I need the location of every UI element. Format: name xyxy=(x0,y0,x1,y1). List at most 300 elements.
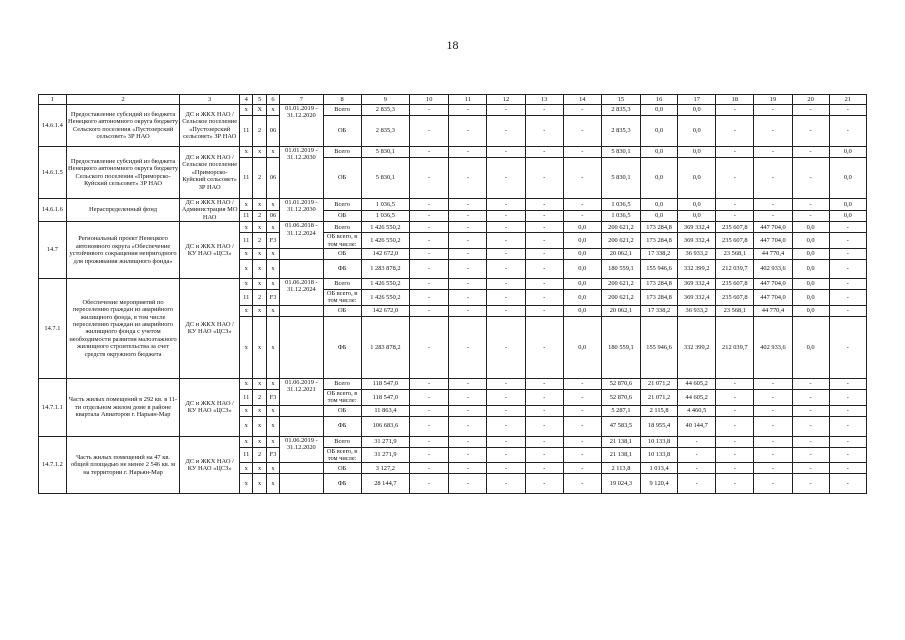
value-cell: - xyxy=(449,290,487,306)
item-name: Нераспределенный фонд xyxy=(66,199,179,222)
value-cell: - xyxy=(563,416,601,436)
value-cell: - xyxy=(792,378,829,389)
value-cell: 20 062,1 xyxy=(601,249,640,260)
value-cell: 155 946,6 xyxy=(641,316,678,378)
value-cell: - xyxy=(410,233,449,249)
value-cell: - xyxy=(525,305,563,316)
value-cell: - xyxy=(487,290,525,306)
value-cell: - xyxy=(563,116,601,147)
value-cell: - xyxy=(754,210,792,222)
value-cell: 118 547,0 xyxy=(361,389,409,405)
value-cell: 23 568,1 xyxy=(716,305,754,316)
value-cell: 0,0 xyxy=(792,260,829,279)
value-cell: - xyxy=(410,474,449,494)
funding-source: ОБ xyxy=(323,210,361,222)
value-cell: 17 338,2 xyxy=(641,305,678,316)
value-cell: - xyxy=(449,378,487,389)
funding-source: ОБ xyxy=(323,463,361,474)
code-cell: x xyxy=(266,474,279,494)
value-cell: - xyxy=(754,463,792,474)
value-cell: 1 283 878,2 xyxy=(361,316,409,378)
table-row xyxy=(39,436,867,447)
funding-source: ФБ xyxy=(323,474,361,494)
value-cell: - xyxy=(410,147,449,158)
funding-source: ОБ всего, в том числе: xyxy=(323,389,361,405)
value-cell: - xyxy=(829,233,866,249)
value-cell: 173 284,8 xyxy=(641,290,678,306)
empty-cell xyxy=(280,474,323,494)
code-cell: x xyxy=(240,105,253,116)
item-period: 01.06.2019 - 31.12.2020 xyxy=(280,436,323,463)
column-header: 12 xyxy=(487,95,525,105)
code-cell: x xyxy=(240,249,253,260)
value-cell: 0,0 xyxy=(563,279,601,290)
value-cell: - xyxy=(525,405,563,416)
item-number: 14.7.1.2 xyxy=(39,436,67,494)
value-cell: - xyxy=(487,389,525,405)
value-cell: 19 024,3 xyxy=(601,474,640,494)
value-cell: - xyxy=(829,105,866,116)
value-cell: 332 399,2 xyxy=(678,316,716,378)
value-cell: - xyxy=(449,158,487,199)
funding-source: ОБ xyxy=(323,249,361,260)
value-cell: 0,0 xyxy=(563,305,601,316)
code-cell: 2 xyxy=(253,158,266,199)
column-header: 9 xyxy=(361,95,409,105)
value-cell: - xyxy=(563,378,601,389)
value-cell: 0,0 xyxy=(678,158,716,199)
value-cell: - xyxy=(716,147,754,158)
code-cell: x xyxy=(266,436,279,447)
value-cell: - xyxy=(449,222,487,233)
code-cell: 11 xyxy=(240,447,253,463)
value-cell: - xyxy=(410,222,449,233)
value-cell: - xyxy=(525,474,563,494)
value-cell: - xyxy=(716,405,754,416)
funding-source: ФБ xyxy=(323,260,361,279)
value-cell: - xyxy=(449,447,487,463)
value-cell: - xyxy=(449,436,487,447)
column-header: 13 xyxy=(525,95,563,105)
code-cell: 06 xyxy=(266,158,279,199)
value-cell: 52 870,6 xyxy=(601,378,640,389)
value-cell: - xyxy=(792,147,829,158)
code-cell: x xyxy=(266,279,279,290)
value-cell: - xyxy=(829,290,866,306)
value-cell: - xyxy=(525,279,563,290)
value-cell: 0,0 xyxy=(829,158,866,199)
value-cell: - xyxy=(829,249,866,260)
code-cell: x xyxy=(253,147,266,158)
column-header: 6 xyxy=(266,95,279,105)
code-cell: x xyxy=(253,305,266,316)
value-cell: - xyxy=(754,378,792,389)
value-cell: - xyxy=(829,378,866,389)
item-number: 14.7.1.1 xyxy=(39,378,67,436)
value-cell: - xyxy=(792,199,829,211)
value-cell: 1 036,5 xyxy=(601,199,640,211)
value-cell: - xyxy=(716,116,754,147)
value-cell: - xyxy=(525,416,563,436)
code-cell: x xyxy=(266,378,279,389)
value-cell: - xyxy=(410,463,449,474)
value-cell: - xyxy=(410,290,449,306)
code-cell: x xyxy=(240,405,253,416)
value-cell: 47 583,5 xyxy=(601,416,640,436)
funding-source: Всего xyxy=(323,378,361,389)
value-cell: 180 559,1 xyxy=(601,260,640,279)
code-cell: 11 xyxy=(240,389,253,405)
value-cell: - xyxy=(716,474,754,494)
value-cell: 21 138,1 xyxy=(601,447,640,463)
value-cell: 2 835,3 xyxy=(361,105,409,116)
value-cell: - xyxy=(792,474,829,494)
value-cell: - xyxy=(410,199,449,211)
value-cell: 2 115,8 xyxy=(641,405,678,416)
value-cell: - xyxy=(525,436,563,447)
value-cell: - xyxy=(754,474,792,494)
column-header: 20 xyxy=(792,95,829,105)
value-cell: - xyxy=(525,447,563,463)
value-cell: - xyxy=(754,116,792,147)
value-cell: - xyxy=(487,249,525,260)
code-cell: 11 xyxy=(240,210,253,222)
value-cell: 0,0 xyxy=(563,222,601,233)
value-cell: 0,0 xyxy=(563,316,601,378)
value-cell: - xyxy=(829,436,866,447)
code-cell: 11 xyxy=(240,233,253,249)
value-cell: 180 559,1 xyxy=(601,316,640,378)
value-cell: - xyxy=(792,416,829,436)
item-period: 01.06.2019 - 31.12.2021 xyxy=(280,378,323,405)
value-cell: - xyxy=(678,436,716,447)
value-cell: - xyxy=(525,290,563,306)
value-cell: - xyxy=(410,416,449,436)
item-name: Региональный проект Ненецкого автономного округа «Обеспечение устойчивого сокращения непригодного для проживания жилищного фонда» xyxy=(66,222,179,279)
table-row xyxy=(39,105,867,116)
column-header: 2 xyxy=(66,95,179,105)
value-cell: 5 830,1 xyxy=(361,158,409,199)
value-cell: 28 144,7 xyxy=(361,474,409,494)
value-cell: - xyxy=(754,389,792,405)
code-cell: 06 xyxy=(266,116,279,147)
value-cell: 402 933,6 xyxy=(754,260,792,279)
column-header: 19 xyxy=(754,95,792,105)
value-cell: - xyxy=(829,474,866,494)
value-cell: - xyxy=(525,158,563,199)
value-cell: 369 332,4 xyxy=(678,222,716,233)
budget-table xyxy=(38,94,867,494)
value-cell: - xyxy=(449,260,487,279)
value-cell: - xyxy=(410,305,449,316)
table-row xyxy=(39,222,867,233)
value-cell: - xyxy=(716,158,754,199)
value-cell: 0,0 xyxy=(563,249,601,260)
value-cell: - xyxy=(449,210,487,222)
value-cell: 0,0 xyxy=(563,233,601,249)
value-cell: 142 672,0 xyxy=(361,249,409,260)
value-cell: 369 332,4 xyxy=(678,290,716,306)
value-cell: 447 704,0 xyxy=(754,233,792,249)
value-cell: - xyxy=(829,389,866,405)
code-cell: x xyxy=(240,316,253,378)
code-cell: x xyxy=(266,416,279,436)
code-cell: x xyxy=(240,260,253,279)
value-cell: - xyxy=(449,233,487,249)
funding-source: Всего xyxy=(323,436,361,447)
value-cell: - xyxy=(449,279,487,290)
item-period: 01.01.2019 - 31.12.2030 xyxy=(280,147,323,199)
value-cell: - xyxy=(716,105,754,116)
column-header: 5 xyxy=(253,95,266,105)
value-cell: 44 605,2 xyxy=(678,389,716,405)
value-cell: - xyxy=(487,199,525,211)
value-cell: 1 036,5 xyxy=(361,199,409,211)
value-cell: - xyxy=(754,405,792,416)
item-executor: ДС и ЖКХ НАО / КУ НАО «ЦСЗ» xyxy=(180,436,240,494)
value-cell: 0,0 xyxy=(641,210,678,222)
value-cell: - xyxy=(754,436,792,447)
value-cell: 447 704,0 xyxy=(754,290,792,306)
value-cell: 3 127,2 xyxy=(361,463,409,474)
code-cell: x xyxy=(240,474,253,494)
code-cell: x xyxy=(253,316,266,378)
value-cell: 1 426 550,2 xyxy=(361,279,409,290)
value-cell: 1 013,4 xyxy=(641,463,678,474)
value-cell: - xyxy=(525,260,563,279)
value-cell: - xyxy=(410,158,449,199)
value-cell: 0,0 xyxy=(678,116,716,147)
value-cell: 1 426 550,2 xyxy=(361,222,409,233)
code-cell: x xyxy=(240,305,253,316)
empty-cell xyxy=(280,316,323,378)
code-cell: 2 xyxy=(253,210,266,222)
value-cell: - xyxy=(487,378,525,389)
funding-source: ФБ xyxy=(323,316,361,378)
empty-cell xyxy=(280,260,323,279)
value-cell: - xyxy=(487,105,525,116)
value-cell: - xyxy=(449,389,487,405)
code-cell: x xyxy=(266,199,279,211)
value-cell: 5 830,1 xyxy=(601,158,640,199)
funding-source: ОБ xyxy=(323,158,361,199)
value-cell: - xyxy=(792,436,829,447)
value-cell: 0,0 xyxy=(792,279,829,290)
value-cell: - xyxy=(410,260,449,279)
funding-source: ОБ всего, в том числе: xyxy=(323,447,361,463)
table-row xyxy=(39,199,867,211)
value-cell: - xyxy=(563,199,601,211)
value-cell: 44 605,2 xyxy=(678,378,716,389)
value-cell: - xyxy=(449,147,487,158)
funding-source: Всего xyxy=(323,105,361,116)
value-cell: 36 933,2 xyxy=(678,305,716,316)
value-cell: - xyxy=(487,416,525,436)
value-cell: - xyxy=(563,474,601,494)
value-cell: 31 271,9 xyxy=(361,436,409,447)
code-cell: 11 xyxy=(240,158,253,199)
value-cell: 0,0 xyxy=(792,316,829,378)
value-cell: 5 830,1 xyxy=(601,147,640,158)
value-cell: - xyxy=(487,233,525,249)
value-cell: - xyxy=(563,405,601,416)
item-number: 14.7 xyxy=(39,222,67,279)
value-cell: - xyxy=(716,378,754,389)
code-cell: x xyxy=(253,463,266,474)
value-cell: - xyxy=(487,405,525,416)
value-cell: - xyxy=(449,416,487,436)
value-cell: 200 621,2 xyxy=(601,290,640,306)
code-cell: x xyxy=(253,436,266,447)
value-cell: 44 770,4 xyxy=(754,305,792,316)
item-name: Часть жилых помещений в 292 кв. в 11-ти отдельном жилом доме в районе квартала Авиаторов г. Нарьян-Мар xyxy=(66,378,179,436)
value-cell: - xyxy=(829,260,866,279)
code-cell: x xyxy=(253,249,266,260)
value-cell: 173 284,8 xyxy=(641,279,678,290)
value-cell: 18 955,4 xyxy=(641,416,678,436)
value-cell: - xyxy=(525,249,563,260)
value-cell: - xyxy=(716,389,754,405)
code-cell: x xyxy=(253,279,266,290)
value-cell: - xyxy=(487,158,525,199)
page-number: 18 xyxy=(446,38,459,52)
value-cell: 402 933,6 xyxy=(754,316,792,378)
value-cell: - xyxy=(449,463,487,474)
value-cell: 0,0 xyxy=(678,199,716,211)
value-cell: 212 039,7 xyxy=(716,316,754,378)
code-cell: x xyxy=(266,260,279,279)
value-cell: 0,0 xyxy=(792,290,829,306)
value-cell: - xyxy=(410,116,449,147)
value-cell: - xyxy=(563,147,601,158)
value-cell: 0,0 xyxy=(678,210,716,222)
code-cell: 2 xyxy=(253,233,266,249)
value-cell: 0,0 xyxy=(829,199,866,211)
value-cell: 235 607,8 xyxy=(716,233,754,249)
value-cell: 10 133,8 xyxy=(641,436,678,447)
header-row xyxy=(39,95,867,105)
value-cell: - xyxy=(410,447,449,463)
value-cell: - xyxy=(487,116,525,147)
item-name: Обеспечение мероприятий по переселению граждан из аварийного жилищного фонда, в том числе переселению граждан из аварийного жилищного фонда с учетом необходимости развития малоэтажного жилищного строительства за счет средств окружного бюджета xyxy=(66,279,179,379)
empty-cell xyxy=(280,405,323,416)
value-cell: - xyxy=(449,116,487,147)
value-cell: 155 946,6 xyxy=(641,260,678,279)
value-cell: - xyxy=(754,158,792,199)
value-cell: - xyxy=(829,416,866,436)
value-cell: 36 933,2 xyxy=(678,249,716,260)
value-cell: 40 144,7 xyxy=(678,416,716,436)
value-cell: - xyxy=(563,436,601,447)
item-executor: ДС и ЖКХ НАО / КУ НАО «ЦСЗ» xyxy=(180,222,240,279)
column-header: 18 xyxy=(716,95,754,105)
value-cell: - xyxy=(525,233,563,249)
value-cell: 200 621,2 xyxy=(601,233,640,249)
code-cell: x xyxy=(253,474,266,494)
value-cell: 0,0 xyxy=(641,116,678,147)
code-cell: x xyxy=(266,316,279,378)
code-cell: 2 xyxy=(253,447,266,463)
column-header: 11 xyxy=(449,95,487,105)
value-cell: 332 399,2 xyxy=(678,260,716,279)
funding-source: ОБ всего, в том числе: xyxy=(323,290,361,306)
item-number: 14.6.1.4 xyxy=(39,105,67,147)
empty-cell xyxy=(280,249,323,260)
value-cell: - xyxy=(563,447,601,463)
value-cell: - xyxy=(792,389,829,405)
value-cell: - xyxy=(487,210,525,222)
value-cell: - xyxy=(487,463,525,474)
item-executor: ДС и ЖКХ НАО / КУ НАО «ЦСЗ» xyxy=(180,378,240,436)
value-cell: 106 683,6 xyxy=(361,416,409,436)
value-cell: 0,0 xyxy=(641,147,678,158)
item-executor: ДС и ЖКХ НАО / Администрация МО НАО xyxy=(180,199,240,222)
value-cell: 173 284,8 xyxy=(641,222,678,233)
code-cell: F3 xyxy=(266,290,279,306)
column-header: 16 xyxy=(641,95,678,105)
value-cell: 0,0 xyxy=(792,222,829,233)
value-cell: - xyxy=(716,447,754,463)
code-cell: F3 xyxy=(266,389,279,405)
item-period: 01.06.2018 - 31.12.2024 xyxy=(280,222,323,249)
value-cell: - xyxy=(563,389,601,405)
code-cell: F3 xyxy=(266,233,279,249)
value-cell: 1 036,5 xyxy=(601,210,640,222)
value-cell: - xyxy=(563,210,601,222)
funding-source: Всего xyxy=(323,279,361,290)
value-cell: 31 271,9 xyxy=(361,447,409,463)
value-cell: 0,0 xyxy=(792,233,829,249)
value-cell: - xyxy=(829,116,866,147)
code-cell: x xyxy=(266,305,279,316)
code-cell: x xyxy=(266,105,279,116)
code-cell: x xyxy=(240,199,253,211)
value-cell: - xyxy=(487,305,525,316)
value-cell: - xyxy=(829,305,866,316)
value-cell: - xyxy=(487,316,525,378)
code-cell: x xyxy=(240,463,253,474)
column-header: 8 xyxy=(323,95,361,105)
value-cell: 52 870,6 xyxy=(601,389,640,405)
value-cell: - xyxy=(410,105,449,116)
code-cell: x xyxy=(240,436,253,447)
code-cell: x xyxy=(240,279,253,290)
value-cell: - xyxy=(525,105,563,116)
empty-cell xyxy=(280,416,323,436)
value-cell: 369 332,4 xyxy=(678,233,716,249)
code-cell: 11 xyxy=(240,290,253,306)
value-cell: - xyxy=(525,463,563,474)
item-executor: ДС и ЖКХ НАО / Сельское поселение «Пустозерский сельсовет» ЗР НАО xyxy=(180,105,240,147)
value-cell: - xyxy=(410,249,449,260)
column-header: 17 xyxy=(678,95,716,105)
value-cell: 2 835,3 xyxy=(361,116,409,147)
value-cell: 2 835,3 xyxy=(601,116,640,147)
empty-cell xyxy=(280,463,323,474)
column-header: 3 xyxy=(180,95,240,105)
code-cell: x xyxy=(266,463,279,474)
value-cell: - xyxy=(525,116,563,147)
value-cell: - xyxy=(449,105,487,116)
code-cell: 2 xyxy=(253,290,266,306)
value-cell: 0,0 xyxy=(829,210,866,222)
code-cell: x xyxy=(240,378,253,389)
code-cell: x xyxy=(240,147,253,158)
item-period: 01.06.2018 - 31.12.2024 xyxy=(280,279,323,306)
value-cell: - xyxy=(829,405,866,416)
item-number: 14.7.1 xyxy=(39,279,67,379)
value-cell: 447 704,0 xyxy=(754,279,792,290)
